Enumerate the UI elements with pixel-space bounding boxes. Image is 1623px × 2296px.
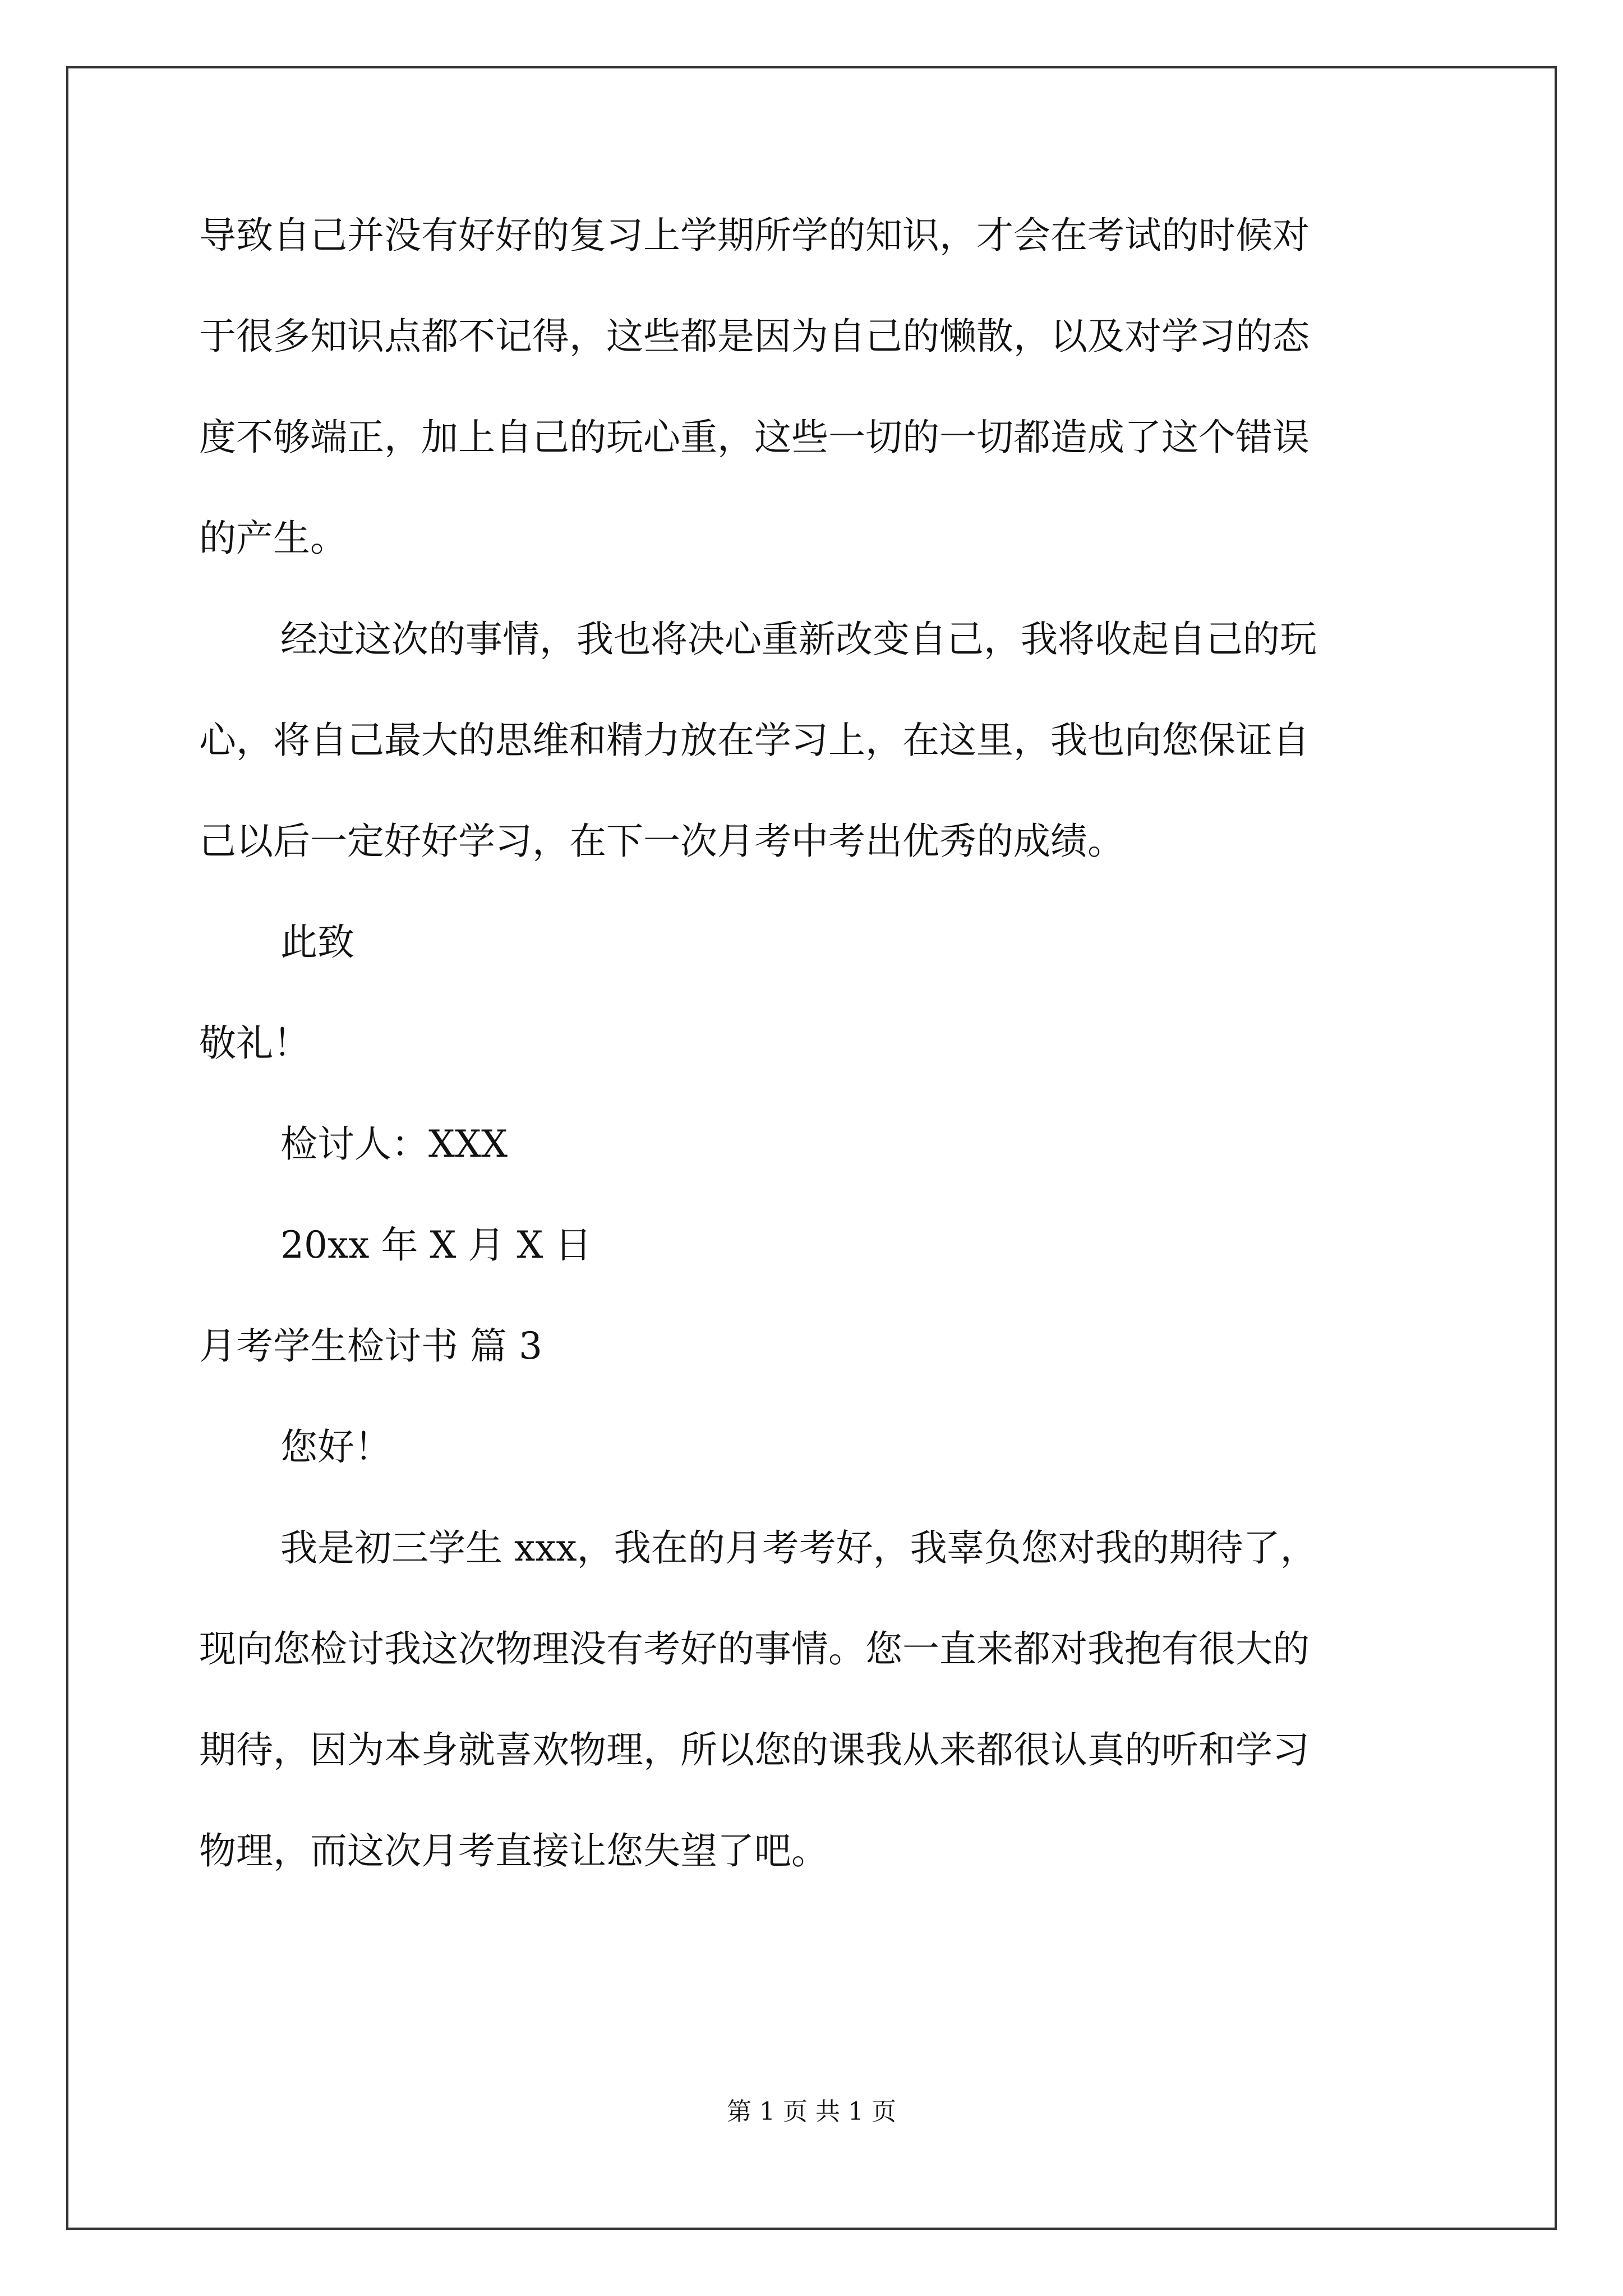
paragraph-line: 导致自己并没有好好的复习上学期所学的知识，才会在考试的时候对 (199, 214, 1310, 257)
paragraph-line: 心，将自己最大的思维和精力放在学习上，在这里，我也向您保证自 (199, 719, 1310, 762)
section-title: 月考学生检讨书 篇 3 (199, 1324, 542, 1368)
paragraph-line: 物理，而这次月考直接让您失望了吧。 (199, 1829, 828, 1872)
paragraph-line: 己以后一定好好学习，在下一次月考中考出优秀的成绩。 (199, 820, 1124, 863)
date-line: 20xx 年 X 月 X 日 (280, 1223, 592, 1267)
signature: 检讨人：XXX (280, 1122, 508, 1166)
greeting: 您好！ (280, 1425, 391, 1469)
salutation: 敬礼！ (199, 1022, 310, 1065)
paragraph-line: 期待，因为本身就喜欢物理，所以您的课我从来都很认真的听和学习 (199, 1728, 1310, 1772)
paragraph-line: 于很多知识点都不记得，这些都是因为自己的懒散，以及对学习的态 (199, 315, 1310, 358)
paragraph-line: 经过这次的事情，我也将决心重新改变自己，我将收起自己的玩 (280, 618, 1317, 661)
paragraph-line: 现向您检讨我这次物理没有考好的事情。您一直来都对我抱有很大的 (199, 1627, 1310, 1671)
page-footer: 第 1 页 共 1 页 (727, 2097, 896, 2126)
paragraph-line: 我是初三学生 xxx，我在的月考考好，我辜负您对我的期待了， (280, 1526, 1317, 1570)
paragraph-line: 的产生。 (199, 517, 347, 560)
paragraph-line: 度不够端正，加上自己的玩心重，这些一切的一切都造成了这个错误 (199, 416, 1310, 459)
closing-phrase: 此致 (280, 921, 354, 964)
